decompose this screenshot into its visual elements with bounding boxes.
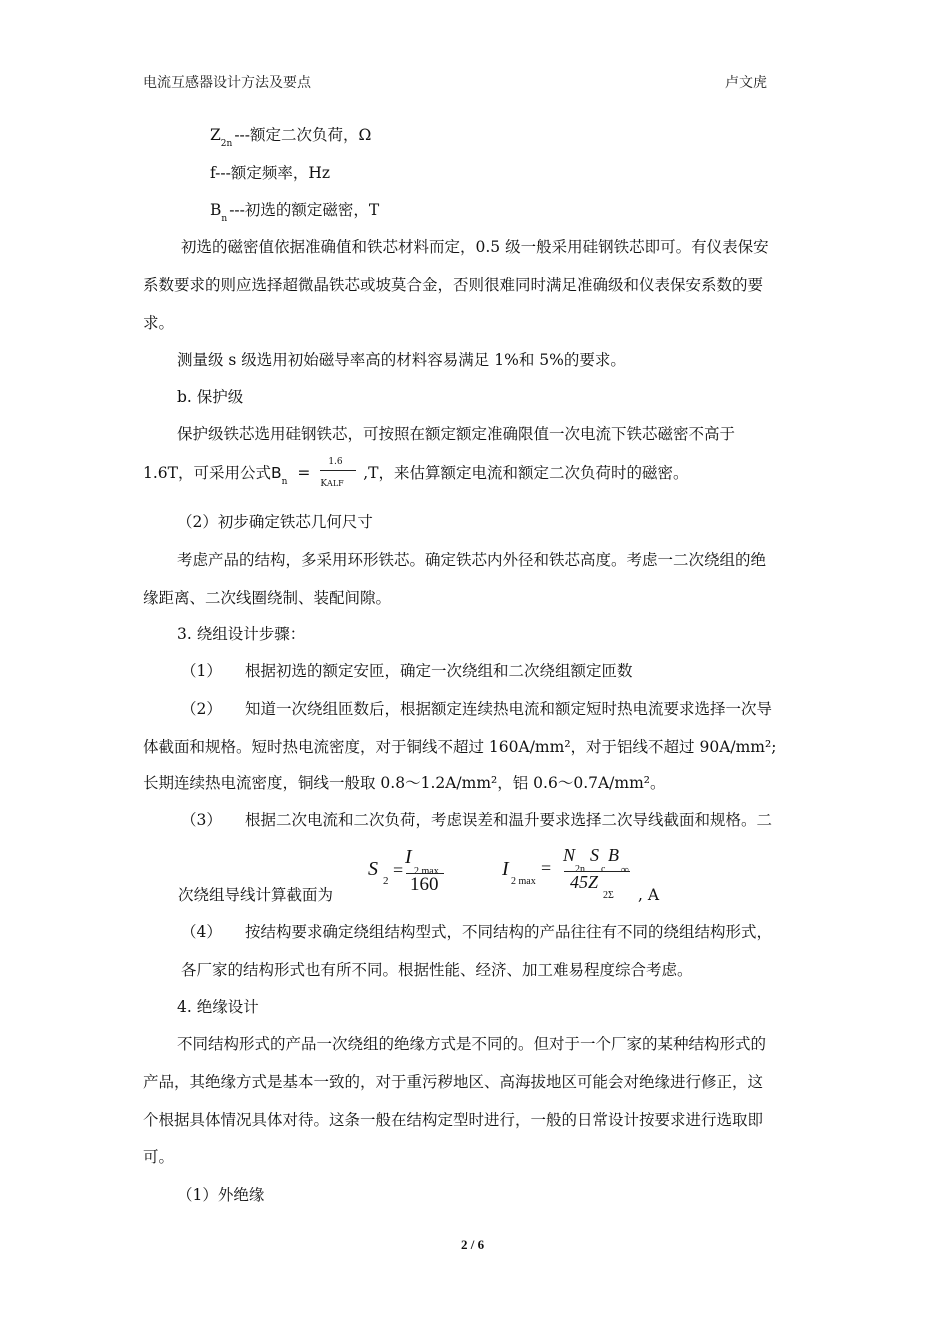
formula-denominator [320, 474, 343, 494]
f2-b-subscript: ∞ [621, 864, 629, 876]
formula-b-symbol: B [271, 464, 282, 482]
page-number: 2 / 6 [461, 1237, 485, 1252]
f2-i-symbol: I [502, 858, 509, 880]
f2-b-symbol: B [608, 845, 619, 865]
para1-line1: 初选的磁密值依据准确值和铁芯材料而定，0.5 级一般采用硅钢铁芯即可。有仪表保安 [181, 238, 769, 256]
f2-s-symbol: S [590, 845, 599, 865]
f2-n-symbol: N [563, 845, 576, 865]
para2: 测量级 s 级选用初始磁导率高的材料容易满足 1%和 5%的要求。 [177, 351, 626, 369]
para4-line1: 考虑产品的结构，多采用环形铁芯。确定铁芯内外径和铁芯高度。考虑一二次绕组的绝 [177, 551, 767, 569]
para1-line2: 系数要求的则应选择超微晶铁芯或坡莫合金，否则很难同时满足准确级和仪表保安系数的要 [143, 276, 764, 294]
denominator-symbol: K [320, 479, 328, 489]
f1-denominator: 160 [410, 874, 439, 895]
formula-b-sub: n [281, 477, 288, 487]
item3-number: （3） [181, 811, 222, 829]
def-z2n [210, 125, 371, 148]
b-definition: ---初选的额定磁密，T [229, 201, 380, 219]
denominator-subscript: ALF [327, 479, 344, 488]
def-bn [210, 200, 379, 223]
item2-text-line1: 知道一次绕组匝数后，根据额定连续热电流和额定短时热电流要求选择一次导 [245, 700, 773, 718]
para5-line3: 个根据具体情况具体对待。这条一般在结构定型时进行，一般的日常设计按要求进行选取即 [143, 1111, 764, 1129]
section-3-heading: 3. 绕组设计步骤： [177, 625, 306, 643]
para5-line4: 可。 [143, 1148, 175, 1166]
z-subscript: 2n [220, 139, 233, 149]
para1-line3: 求。 [143, 314, 175, 332]
z-definition: ---额定二次负荷，Ω [234, 126, 372, 144]
item1-number: （1） [181, 662, 222, 680]
f2-denominator: 45Z [570, 872, 599, 892]
section-2-heading: （2）初步确定铁芯几何尺寸 [177, 513, 373, 531]
item2-text-line2: 体截面和规格。短时热电流密度，对于铜线不超过 160A/mm²，对于铝线不超过 90A/mm²; [143, 738, 777, 756]
f1-s-subscript: 2 [383, 875, 389, 887]
header-author: 卢文虎 [725, 75, 767, 91]
para5-line1: 不同结构形式的产品一次绕组的绝缘方式是不同的。但对于一个厂家的某种结构形式的 [177, 1035, 767, 1053]
b-subscript: n [221, 214, 228, 224]
formula-equals: = [297, 464, 311, 482]
para5-line2: 产品，其绝缘方式是基本一致的，对于重污秽地区、高海拔地区可能会对绝缘进行修正，这 [143, 1073, 764, 1091]
item4-text-line1: 按结构要求确定绕组结构型式，不同结构的产品往往有不同的绕组结构形式， [245, 923, 773, 941]
item3-text-line2: 次绕组导线计算截面为 [178, 886, 334, 904]
b-symbol: B [210, 201, 222, 219]
f1-i-symbol: I [405, 846, 412, 868]
f2-i-subscript: 2 max [511, 876, 536, 887]
f2-s-subscript: c [601, 864, 606, 875]
item2-text-line3: 长期连续热电流密度，铜线一般取 0.8～1.2A/mm²，铝 0.6～0.7A/mm²。 [143, 774, 666, 792]
f2-unit: , A [638, 886, 660, 904]
item1-text: 根据初选的额定安匝，确定一次绕组和二次绕组额定匝数 [245, 662, 633, 680]
def-frequency: f---额定频率，Hz [210, 164, 331, 182]
section-5-heading: （1）外绝缘 [177, 1186, 265, 1204]
formula-fraction [318, 457, 358, 489]
f2-equals: = [541, 858, 552, 878]
item4-number: （4） [181, 923, 222, 941]
f2-n-subscript: 2n [575, 864, 585, 875]
f1-i-subscript: 2 max [414, 866, 439, 877]
para3-pre: 1.6T，可采用公式 [143, 464, 271, 482]
formula-numerator: 1.6 [328, 457, 343, 467]
item2-number: （2） [181, 700, 222, 718]
item4-text-line2: 各厂家的结构形式也有所不同。根据性能、经济、加工难易程度综合考虑。 [181, 961, 693, 979]
header-title: 电流互感器设计方法及要点 [143, 75, 311, 91]
para3-line2 [143, 457, 689, 489]
para3-line1: 保护级铁芯选用硅钢铁芯，可按照在额定额定准确限值一次电流下铁芯磁密不高于 [177, 425, 736, 443]
fraction-bar [320, 470, 356, 471]
f2-denominator-subscript: 2Σ [603, 890, 614, 901]
item3-text-line1: 根据二次电流和二次负荷，考虑误差和温升要求选择二次导线截面和规格。二 [245, 811, 773, 829]
f1-equals: = [393, 860, 404, 880]
section-b-heading: b. 保护级 [177, 388, 244, 406]
z-symbol: Z [210, 126, 221, 144]
f1-s-symbol: S [368, 858, 378, 880]
para4-line2: 缘距离、二次线圈绕制、装配间隙。 [143, 589, 392, 607]
para3-post: ,T，来估算额定电流和额定二次负荷时的磁密。 [363, 464, 689, 482]
section-4-heading: 4. 绝缘设计 [177, 998, 259, 1016]
